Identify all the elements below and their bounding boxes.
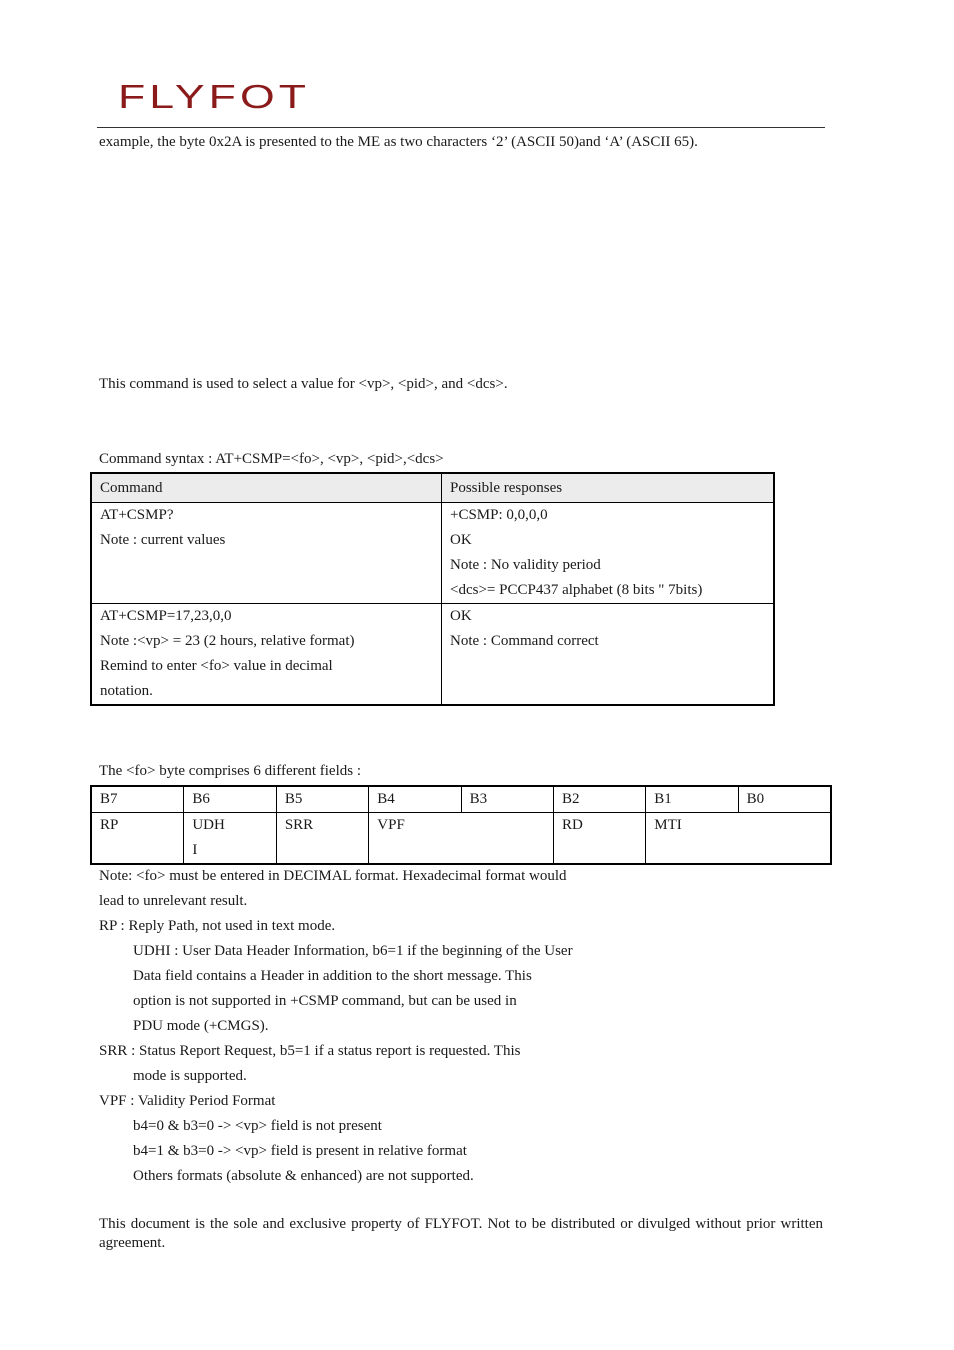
note-line: SRR : Status Report Request, b5=1 if a status report is requested. This [99, 1043, 521, 1059]
field-udhi [184, 813, 277, 865]
note-line: UDHI : User Data Header Information, b6=1 if the beginning of the User [133, 943, 573, 959]
fo-intro: The <fo> byte comprises 6 different fields : [99, 763, 361, 779]
command-line: Note :<vp> = 23 (2 hours, relative format) [100, 633, 355, 649]
table-row [91, 604, 774, 706]
note-line: mode is supported. [133, 1068, 247, 1084]
bit-cell: B1 [646, 786, 738, 813]
bit-cell: B2 [553, 786, 645, 813]
response-line: +CSMP: 0,0,0,0 [450, 507, 548, 523]
command-line: notation. [100, 683, 153, 699]
response-line: Note : No validity period [450, 557, 601, 573]
field-vpf: VPF [369, 813, 554, 865]
note-line: RP : Reply Path, not used in text mode. [99, 918, 336, 934]
note-line: Note: <fo> must be entered in DECIMAL format. Hexadecimal format would [99, 868, 567, 884]
header-rule [97, 127, 825, 128]
footer-notice: This document is the sole and exclusive property of FLYFOT. Not to be distributed or divulged without prior written agreement. [99, 1216, 823, 1251]
command-table [90, 472, 775, 706]
note-line: PDU mode (+CMGS). [133, 1018, 269, 1034]
bit-cell: B4 [369, 786, 461, 813]
field-row [91, 813, 831, 865]
note-line: lead to unrelevant result. [99, 893, 248, 909]
logo-text: FLYFOT [118, 82, 310, 112]
bit-cell: B0 [738, 786, 831, 813]
command-table-header [91, 473, 774, 503]
field-rd: RD [553, 813, 645, 865]
field-udhi-line: UDH [192, 817, 225, 833]
bit-cell: B7 [91, 786, 184, 813]
header-command: Command [91, 473, 442, 503]
response-line: OK [450, 608, 472, 624]
response-cell [442, 503, 775, 604]
command-cell [91, 503, 442, 604]
bit-cell: B6 [184, 786, 277, 813]
command-cell [91, 604, 442, 706]
note-line: option is not supported in +CSMP command, but can be used in [133, 993, 517, 1009]
intro-line: example, the byte 0x2A is presented to the ME as two characters ‘2’ (ASCII 50)and ‘A’ (ASCII 65). [99, 134, 698, 150]
command-syntax: Command syntax : AT+CSMP=<fo>, <vp>, <pid>,<dcs> [99, 451, 444, 467]
field-mti: MTI [646, 813, 831, 865]
command-line: AT+CSMP? [100, 507, 174, 523]
note-line: VPF : Validity Period Format [99, 1093, 276, 1109]
response-line: OK [450, 532, 472, 548]
command-line: Remind to enter <fo> value in decimal [100, 658, 333, 674]
response-cell [442, 604, 775, 706]
note-line: Data field contains a Header in addition to the short message. This [133, 968, 532, 984]
table-row [91, 503, 774, 604]
response-line: Note : Command correct [450, 633, 599, 649]
fo-byte-table [90, 785, 832, 865]
field-srr: SRR [276, 813, 368, 865]
bit-row [91, 786, 831, 813]
command-line: AT+CSMP=17,23,0,0 [100, 608, 232, 624]
command-description: This command is used to select a value for <vp>, <pid>, and <dcs>. [99, 376, 508, 392]
flyfot-logo [118, 82, 312, 112]
bit-cell: B5 [276, 786, 368, 813]
bit-cell: B3 [461, 786, 553, 813]
header-responses: Possible responses [442, 473, 775, 503]
note-line: Others formats (absolute & enhanced) are not supported. [133, 1168, 474, 1184]
field-rp: RP [91, 813, 184, 865]
response-line: <dcs>= PCCP437 alphabet (8 bits " 7bits) [450, 582, 703, 598]
command-line: Note : current values [100, 532, 226, 548]
note-line: b4=0 & b3=0 -> <vp> field is not present [133, 1118, 382, 1134]
note-line: b4=1 & b3=0 -> <vp> field is present in relative format [133, 1143, 467, 1159]
field-udhi-line: I [192, 842, 198, 858]
